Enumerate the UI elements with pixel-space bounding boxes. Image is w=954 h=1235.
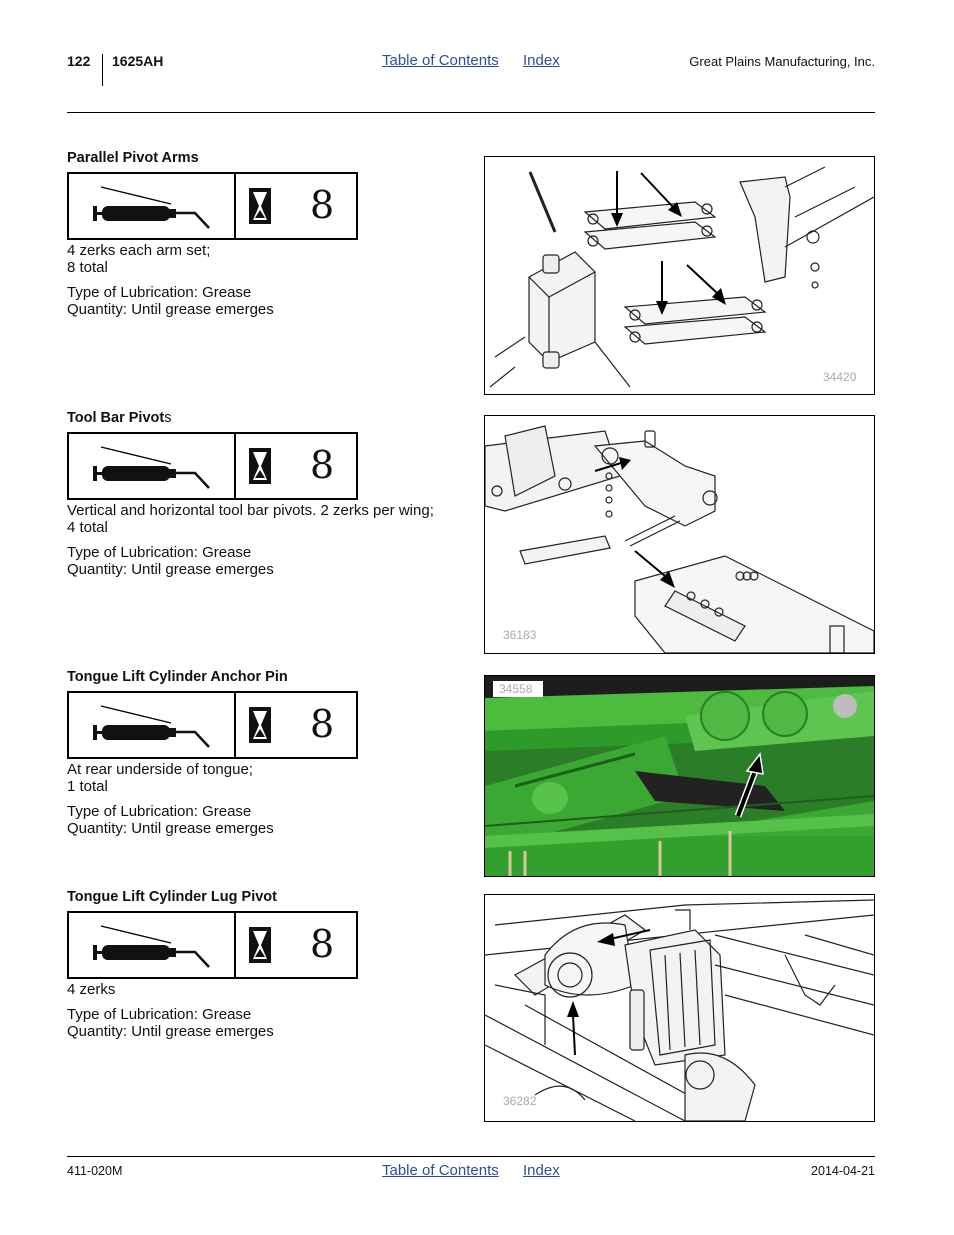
footer-toc-link[interactable]: Table of Contents [382,1162,499,1179]
pivot-arms-drawing [485,157,874,394]
section-title: Tongue Lift Cylinder Anchor Pin [67,669,288,685]
tool-bar-drawing [485,416,874,653]
hours-value: 8 [310,922,335,966]
anchor-pin-photo [484,675,875,877]
hours-value: 8 [310,702,335,746]
header-index-link[interactable]: Index [523,52,560,69]
lube-symbol-box [67,172,358,240]
header-divider [102,54,103,86]
grease-gun-icon [69,434,236,498]
section-description: Vertical and horizontal tool bar pivots. 2 zerks per wing; 4 total Type of Lubrication: Grease Quantity: Until grease emerges [67,502,434,578]
figure-number: 36183 [503,628,537,642]
lube-interval [236,174,356,238]
hourglass-icon [248,187,272,225]
hours-value: 8 [310,443,335,487]
lube-symbol-box [67,432,358,500]
grease-gun-icon [69,174,236,238]
model-name: 1625AH [112,53,164,69]
hourglass-icon [248,926,272,964]
section-title: Parallel Pivot Arms [67,150,199,166]
section-description: 4 zerks each arm set; 8 total Type of Lubrication: Grease Quantity: Until grease emerges [67,242,274,318]
doc-number: 411-020M [67,1164,123,1178]
grease-gun-icon [69,913,236,977]
header-toc-link[interactable]: Table of Contents [382,52,499,69]
grease-gun-icon [69,693,236,757]
figure-number: 34420 [823,370,857,384]
hours-value: 8 [310,183,335,227]
hourglass-icon [248,706,272,744]
section-description: 4 zerks Type of Lubrication: Grease Quantity: Until grease emerges [67,981,274,1040]
doc-date: 2014-04-21 [811,1164,875,1178]
figure-number: 36282 [503,1094,537,1108]
lug-pivot-figure [484,894,875,1122]
header-rule [67,112,875,113]
parallel-pivot-arms-figure [484,156,875,395]
page-number: 122 [67,53,91,69]
company-name: Great Plains Manufacturing, Inc. [689,54,875,69]
lug-pivot-drawing [485,895,874,1121]
section-title: Tongue Lift Cylinder Lug Pivot [67,889,277,905]
lube-symbol-box [67,691,358,759]
anchor-pin-drawing [485,676,874,876]
footer-index-link[interactable]: Index [523,1162,560,1179]
tool-bar-pivots-figure [484,415,875,654]
figure-number: 34558 [499,682,533,696]
section-description: At rear underside of tongue; 1 total Type of Lubrication: Grease Quantity: Until grease emerges [67,761,274,837]
lube-interval [236,434,356,498]
lube-interval [236,913,356,977]
lube-symbol-box [67,911,358,979]
section-title: Tool Bar Pivots [67,410,172,426]
footer-rule [67,1156,875,1157]
lube-interval [236,693,356,757]
hourglass-icon [248,447,272,485]
